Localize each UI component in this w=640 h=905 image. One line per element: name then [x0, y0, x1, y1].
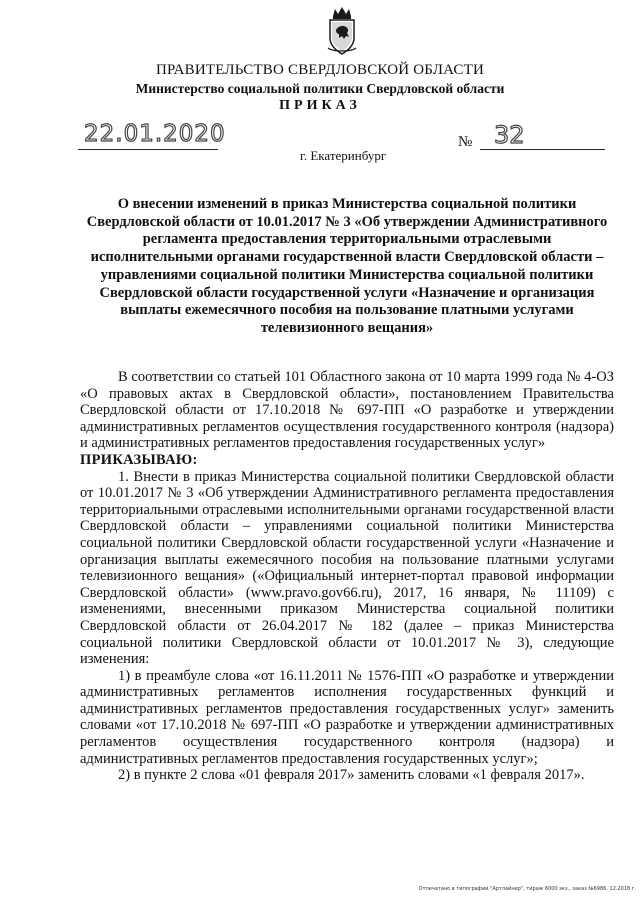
sub-item-1-paragraph: 1) в преамбуле слова «от 16.11.2011 № 1576-ПП «О разработке и утверждении административных регламентов исполнения государственных функций и административных регламентов предоставления государственных услуг» заменить словами «от 17.10.2018 № 697-ПП «О разработке и утверждении административных регламентов осуществления государственного контроля (надзора) и административных регламентов предоставления государственных услуг»;	[80, 667, 614, 767]
number-sign: №	[458, 134, 473, 150]
print-footer: Отпечатано в типографии "Артлайнер", тираж 6000 экз., заказ №6986. 12.2018 г.	[418, 886, 636, 892]
city-name: г. Екатеринбург	[300, 148, 387, 163]
sub-item-2-paragraph: 2) в пункте 2 слова «01 февраля 2017» заменить словами «1 февраля 2017».	[118, 767, 585, 784]
ministry-name: Министерство социальной политики Свердловской области	[135, 81, 505, 96]
coat-of-arms-icon	[325, 6, 359, 56]
number-underline	[480, 149, 605, 150]
item-1-paragraph: 1. Внести в приказ Министерства социальной политики Свердловской области от 10.01.2017 № 3 «Об утверждении Административного регламента предоставления территориальными отраслевыми исполнительными органами государственной власти Свердловской области – управлениями социальной политики Министерства социальной политики Свердловской области государственной услуги «Назначение и организация выплаты ежемесячного пособия на пользование платными услугами телевизионного вещания» («Официальный интернет-портал правовой информации Свердловской области» (www.pravo.gov66.ru), 2017, 16 января, № 11109) с изменениями, внесенными приказом Министерства социальной политики Свердловской области от 26.04.2017 № 182 (далее – приказ Министерства социальной политики Свердловской области от 10.01.2017 № 3), следующие изменения:	[80, 468, 614, 668]
date-underline	[78, 149, 218, 150]
document-title: О внесении изменений в приказ Министерства социальной политики Свердловской области от 10.01.2017 № 3 «Об утверждении Административного регламента предоставления территориальными отраслевыми исполнительными органами государственной власти Свердловской области – управлениями социальной политики Министерства социальной политики Свердловской области государственной услуги «Назначение и организация выплаты ежемесячного пособия на пользование платными услугами телевизионного вещания»	[86, 196, 608, 336]
preamble-paragraph: В соответствии со статьей 101 Областного закона от 10 марта 1999 года № 4-ОЗ «О правовых актах в Свердловской области», постановлением Правительства Свердловской области от 17.10.2018 № 697-ПП «О разработке и утверждении административных регламентов осуществления государственного контроля (надзора) и административных регламентов предоставления государственных услуг»	[80, 369, 614, 452]
document-body	[80, 369, 614, 784]
order-date: 22.01.2020	[84, 121, 226, 147]
order-label: ПРИКАЗЫВАЮ:	[80, 451, 198, 468]
order-number: 32	[494, 121, 525, 149]
government-name: ПРАВИТЕЛЬСТВО СВЕРДЛОВСКОЙ ОБЛАСТИ	[155, 62, 485, 78]
document-type: ПРИКАЗ	[279, 98, 361, 113]
